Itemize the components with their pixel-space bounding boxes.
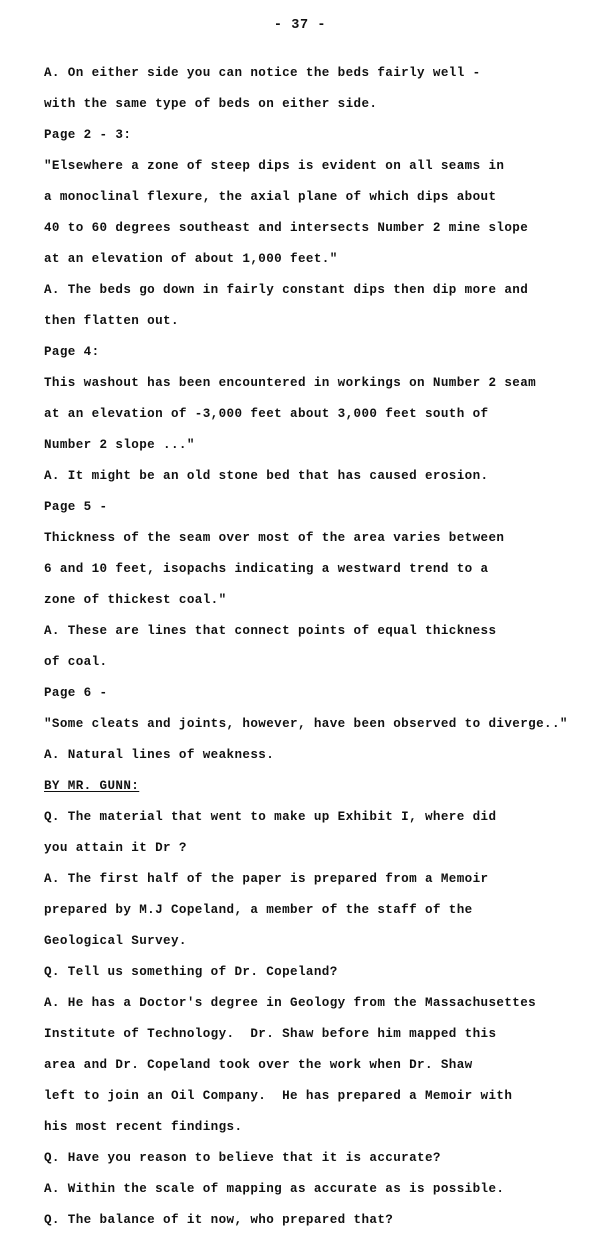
transcript-line-text: A. On either side you can notice the beds fairly well -	[44, 66, 481, 80]
transcript-line	[44, 616, 564, 647]
transcript-line	[44, 430, 564, 461]
transcript-line-text: a monoclinal flexure, the axial plane of which dips about	[44, 190, 497, 204]
transcript-line	[44, 802, 564, 833]
transcript-line-text: Institute of Technology. Dr. Shaw before him mapped this	[44, 1027, 497, 1041]
transcript-line	[44, 182, 564, 213]
transcript-line	[44, 957, 564, 988]
transcript-line	[44, 244, 564, 275]
transcript-line-text: with the same type of beds on either side.	[44, 97, 378, 111]
transcript-line-text: Page 5 -	[44, 500, 108, 514]
transcript-line-text: Page 2 - 3:	[44, 128, 132, 142]
transcript-line	[44, 1019, 564, 1050]
transcript-line-text: prepared by M.J Copeland, a member of the staff of the	[44, 903, 473, 917]
transcript-line-text: A. It might be an old stone bed that has caused erosion.	[44, 469, 489, 483]
transcript-line-text: This washout has been encountered in workings on Number 2 seam	[44, 376, 537, 390]
transcript-line	[44, 58, 564, 89]
transcript-line-text: Page 4:	[44, 345, 100, 359]
transcript-line	[44, 1050, 564, 1081]
transcript-line-text: A. Natural lines of weakness.	[44, 748, 275, 762]
transcript-line-text: A. The first half of the paper is prepared from a Memoir	[44, 872, 489, 886]
transcript-line	[44, 1112, 564, 1143]
transcript-line-heading: BY MR. GUNN:	[44, 779, 140, 793]
transcript-line	[44, 1081, 564, 1112]
transcript-line	[44, 647, 564, 678]
transcript-line	[44, 988, 564, 1019]
transcript-line	[44, 213, 564, 244]
transcript-line	[44, 926, 564, 957]
transcript-line	[44, 678, 564, 709]
transcript-line	[44, 833, 564, 864]
transcript-line-text: "Elsewhere a zone of steep dips is evident on all seams in	[44, 159, 505, 173]
transcript-line-text: Q. Tell us something of Dr. Copeland?	[44, 965, 338, 979]
transcript-line-text: Geological Survey.	[44, 934, 187, 948]
transcript-line-text: zone of thickest coal."	[44, 593, 227, 607]
transcript-line-text: then flatten out.	[44, 314, 179, 328]
transcript-line	[44, 554, 564, 585]
transcript-line	[44, 151, 564, 182]
transcript-line-text: A. Within the scale of mapping as accurate as is possible.	[44, 1182, 505, 1196]
transcript-line-text: area and Dr. Copeland took over the work when Dr. Shaw	[44, 1058, 473, 1072]
transcript-line	[44, 709, 568, 740]
transcript-line	[44, 461, 564, 492]
transcript-line	[44, 864, 564, 895]
transcript-line-text: his most recent findings.	[44, 1120, 243, 1134]
transcript-line	[44, 740, 564, 771]
transcript-line-text: you attain it Dr ?	[44, 841, 187, 855]
transcript-line-text: left to join an Oil Company. He has prepared a Memoir with	[44, 1089, 513, 1103]
transcript-line	[44, 1174, 564, 1205]
transcript-line	[44, 492, 564, 523]
transcript-line	[44, 306, 564, 337]
transcript-line	[44, 275, 564, 306]
transcript-line-text: Q. The balance of it now, who prepared that?	[44, 1213, 394, 1227]
page-number: - 37 -	[273, 18, 327, 33]
transcript-line-text: 40 to 60 degrees southeast and intersects Number 2 mine slope	[44, 221, 529, 235]
transcript-line	[44, 771, 564, 802]
transcript-line-text: of coal.	[44, 655, 108, 669]
transcript-line-text: A. The beds go down in fairly constant dips then dip more and	[44, 283, 529, 297]
transcript-line-text: Q. The material that went to make up Exhibit I, where did	[44, 810, 497, 824]
transcript-line	[44, 585, 564, 616]
transcript-line	[44, 1143, 564, 1174]
transcript-line-text: 6 and 10 feet, isopachs indicating a westward trend to a	[44, 562, 489, 576]
transcript-line-text: Q. Have you reason to believe that it is accurate?	[44, 1151, 441, 1165]
transcript-line-text: A. These are lines that connect points of equal thickness	[44, 624, 497, 638]
transcript-line-text: Page 6 -	[44, 686, 108, 700]
transcript-line	[44, 523, 564, 554]
transcript-line-text: at an elevation of -3,000 feet about 3,000 feet south of	[44, 407, 489, 421]
transcript-line	[44, 120, 564, 151]
transcript-line-text: at an elevation of about 1,000 feet."	[44, 252, 338, 266]
transcript-body	[44, 58, 568, 1236]
transcript-line-text: Thickness of the seam over most of the area varies between	[44, 531, 505, 545]
transcript-line	[44, 1205, 564, 1236]
transcript-line	[44, 337, 564, 368]
transcript-line-text: Number 2 slope ..."	[44, 438, 195, 452]
transcript-line	[44, 399, 564, 430]
transcript-line	[44, 368, 564, 399]
transcript-line-text: A. He has a Doctor's degree in Geology from the Massachusettes	[44, 996, 537, 1010]
transcript-line-text: "Some cleats and joints, however, have been observed to diverge.."	[44, 717, 568, 731]
transcript-line	[44, 895, 564, 926]
transcript-line	[44, 89, 564, 120]
